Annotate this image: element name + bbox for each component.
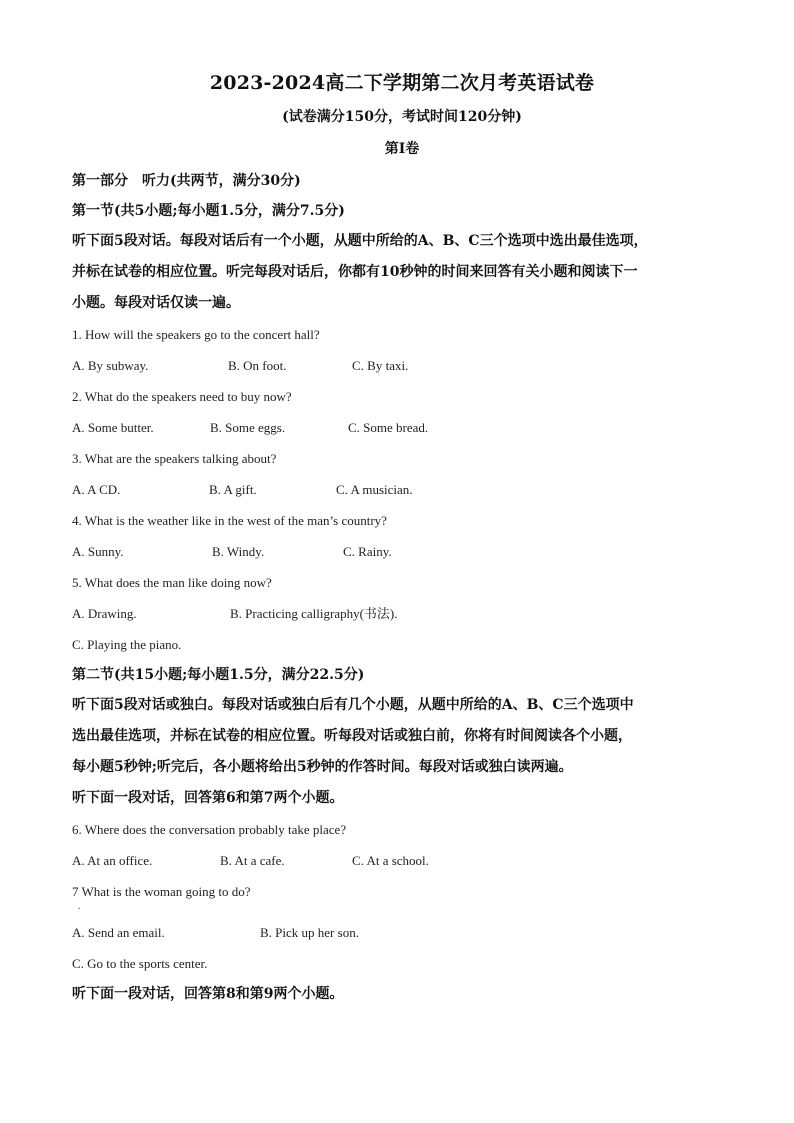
question-options [72, 598, 732, 629]
exam-subtitle: (试卷满分150分，考试时间120分钟) [282, 109, 522, 125]
option-c: C. A musician. [336, 482, 413, 497]
option-c: C. At a school. [352, 853, 429, 868]
question-stem: 7 What is the woman going to do? [72, 884, 251, 899]
question-options [72, 474, 732, 505]
question-stem: 1. How will the speakers go to the concert hall? [72, 327, 320, 342]
exam-page [72, 68, 732, 1010]
option-b: B. A gift. [209, 482, 257, 497]
option-a: A. By subway. [72, 358, 149, 373]
instruction-line: 并标在试卷的相应位置。听完每段对话后，你都有10秒钟的时间来回答有关小题和阅读下一 [72, 264, 638, 280]
instruction-line: 听下面5段对话或独白。每段对话或独白后有几个小题，从题中所给的A、B、C三个选项中 [72, 697, 634, 713]
option-c: C. Rainy. [343, 544, 392, 559]
option-b: B. Some eggs. [210, 420, 286, 435]
option-c: C. Go to the sports center. [72, 956, 208, 971]
section2-instructions [72, 690, 732, 783]
option-a: A. Some butter. [72, 420, 154, 435]
question-options [72, 350, 732, 381]
option-b: B. Windy. [212, 544, 265, 559]
section2-heading: 第二节(共15小题;每小题1.5分，满分22.5分) [72, 667, 365, 683]
option-a: A. Sunny. [72, 544, 124, 559]
question-stem: 6. Where does the conversation probably take place? [72, 822, 347, 837]
dialogue-group-heading: 听下面一段对话，回答第8和第9两个小题。 [72, 986, 344, 1002]
option-b: B. Pick up her son. [260, 925, 359, 940]
question-options [72, 536, 732, 567]
option-c: C. By taxi. [352, 358, 409, 373]
stray-mark [72, 901, 732, 917]
dialogue-group-heading: 听下面一段对话，回答第6和第7两个小题。 [72, 790, 344, 806]
option-c: C. Playing the piano. [72, 637, 182, 652]
option-a: A. Send an email. [72, 925, 165, 940]
question-options [72, 917, 732, 948]
section1-heading: 第一节(共5小题;每小题1.5分，满分7.5分) [72, 203, 345, 219]
volume-label: 第I卷 [384, 141, 420, 157]
question-stem: 5. What does the man like doing now? [72, 575, 272, 590]
option-b: B. At a cafe. [220, 853, 285, 868]
option-c: C. Some bread. [348, 420, 429, 435]
option-b: B. On foot. [228, 358, 287, 373]
question-options [72, 845, 732, 876]
question-options [72, 412, 732, 443]
section1-instructions [72, 226, 732, 319]
option-a: A. A CD. [72, 482, 121, 497]
question-stem: 4. What is the weather like in the west of the man’s country? [72, 513, 387, 528]
exam-title: 2023-2024高二下学期第二次月考英语试卷 [209, 72, 595, 94]
stray-dot: . [78, 901, 81, 912]
instruction-line: 每小题5秒钟;听完后，各小题将给出5秒钟的作答时间。每段对话或独白读两遍。 [72, 759, 573, 775]
instruction-line: 选出最佳选项，并标在试卷的相应位置。听每段对话或独白前，你将有时间阅读各个小题， [72, 728, 632, 744]
instruction-line: 听下面5段对话。每段对话后有一个小题，从题中所给的A、B、C三个选项中选出最佳选项， [72, 233, 648, 249]
option-a: A. At an office. [72, 853, 153, 868]
option-a: A. Drawing. [72, 606, 137, 621]
instruction-line: 小题。每段对话仅读一遍。 [72, 295, 240, 311]
option-b: B. Practicing calligraphy(书法). [230, 606, 398, 621]
part1-heading: 第一部分 听力(共两节，满分30分) [72, 173, 301, 189]
question-stem: 2. What do the speakers need to buy now? [72, 389, 292, 404]
question-stem: 3. What are the speakers talking about? [72, 451, 277, 466]
